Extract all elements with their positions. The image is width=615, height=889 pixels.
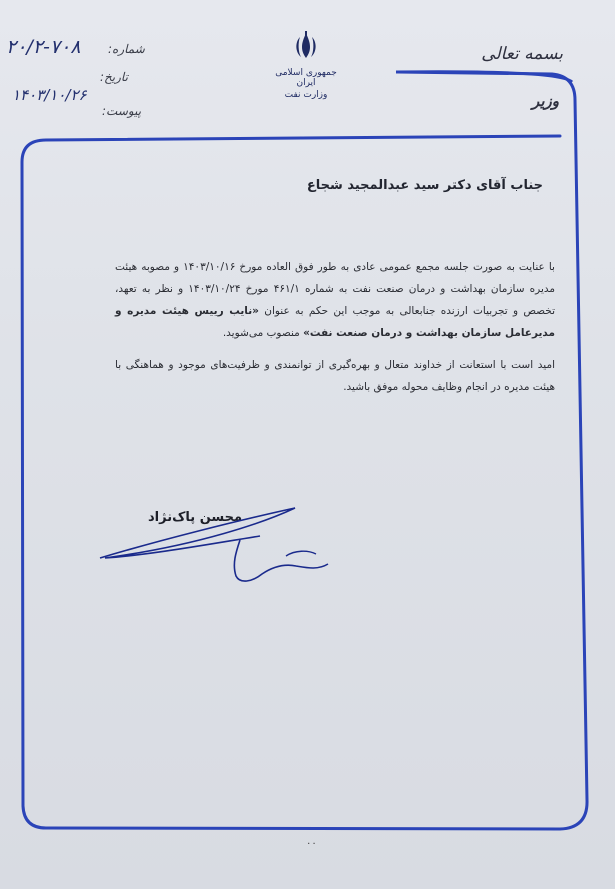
- paragraph1-text: با عنایت به صورت جلسه مجمع عمومی عادی به طور فوق العاده مورخ ۱۴۰۳/۱۰/۱۶ و مصوبه هیئت مدیره سازمان بهداشت و درمان صنعت نفت به شماره ۴۶۱/۱ مورخ ۱۴۰۳/۱۰/۲۴ و نظر به تعهد، تخصص و تجربیات ارزنده جنابعالی به موجب این حکم به عنوان: [115, 261, 556, 317]
- minister-title: وزیر: [532, 92, 559, 110]
- emblem-country: جمهوری اسلامی ایران: [275, 68, 337, 88]
- paragraph-appointment: [115, 256, 555, 344]
- attachment-label: پیوست:: [102, 104, 142, 118]
- date-label: تاریخ:: [100, 70, 128, 84]
- paragraph-wishes: امید است با استعانت از خداوند متعال و بهره‌گیری از توانمندی و ظرفیت‌های موجود و هماهنگی با هیئت مدیره در انجام وظایف محوله موفق باشید.: [115, 359, 555, 393]
- position-title: «نایب رییس هیئت مدیره و مدیرعامل سازمان بهداشت و درمان صنعت نفت»: [115, 305, 555, 339]
- emblem-ministry: وزارت نفت: [284, 90, 328, 100]
- recipient: جناب آقای دکتر سید عبدالمجید شجاع: [306, 178, 543, 193]
- handwritten-signature: [90, 500, 350, 600]
- signer-name: محسن پاک‌نژاد: [148, 510, 243, 525]
- letter-body: [115, 256, 555, 398]
- date-value: ۱۴۰۳/۱۰/۲۶: [12, 86, 87, 104]
- basmala: بسمه تعالی: [481, 44, 563, 64]
- iran-emblem: [266, 30, 346, 100]
- number-value: ۲۰/۲-۷۰۸: [6, 36, 81, 58]
- emblem-icon: [291, 30, 321, 62]
- page-mark: ٠٠: [306, 838, 317, 849]
- paragraph1-end: منصوب می‌شوید.: [222, 327, 300, 339]
- number-label: شماره:: [108, 42, 145, 56]
